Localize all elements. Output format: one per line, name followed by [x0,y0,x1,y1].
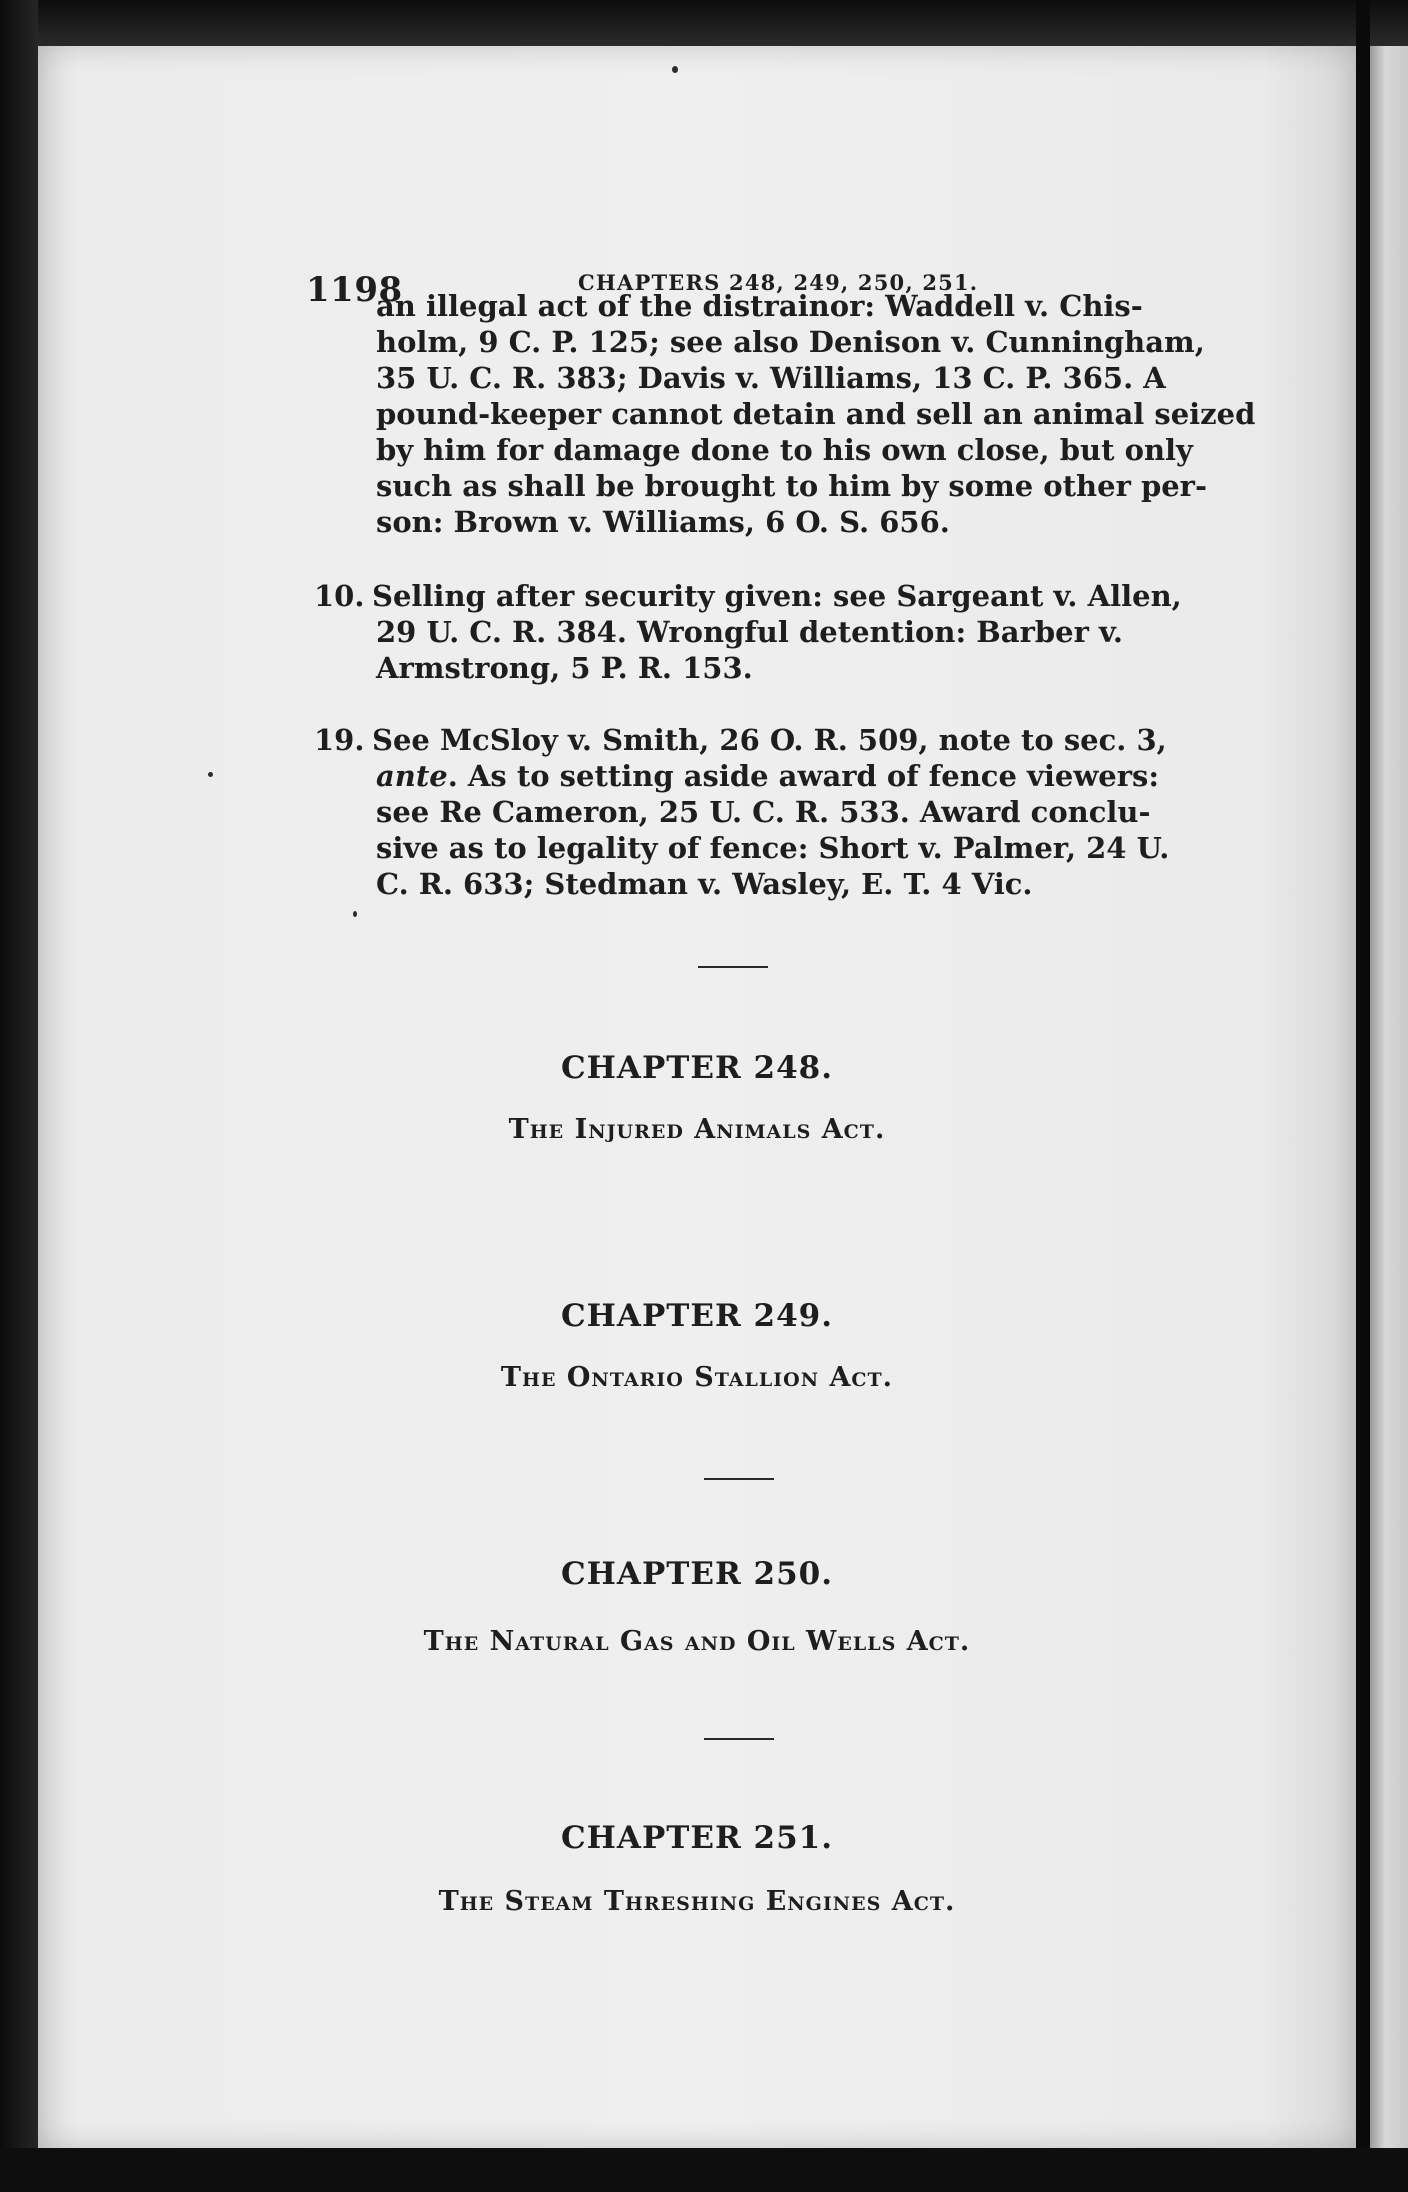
chapter-250-heading: CHAPTER 250. [560,1556,834,1592]
text-line: See McSloy v. Smith, 26 O. R. 509, note to sec. 3, [372,723,1167,757]
chapter-251-title: The Steam Threshing Engines Act. [438,1886,956,1917]
text-line: an illegal act of the distrainor: Waddell v. Chis- [376,289,1143,323]
text-line: Selling after security given: see Sargeant v. Allen, [372,579,1182,613]
text-line: pound-keeper cannot detain and sell an animal seized [376,397,1256,431]
text-line: such as shall be brought to him by some other per- [376,469,1207,503]
text-line: holm, 9 C. P. 125; see also Denison v. Cunningham, [376,325,1205,359]
text-line: sive as to legality of fence: Short v. Palmer, 24 U. [376,831,1170,865]
note-number: 19. [314,723,365,757]
text-line: C. R. 633; Stedman v. Wasley, E. T. 4 Vic. [376,867,1033,901]
text-line: ante. As to setting aside award of fence viewers: [376,759,1160,793]
chapter-248-title: The Injured Animals Act. [508,1114,886,1145]
note-number: 10. [314,579,365,613]
section-rule [704,1478,774,1480]
scanner-left-edge [0,0,38,2192]
ink-speck [353,911,357,917]
text-line: 35 U. C. R. 383; Davis v. Williams, 13 C. P. 365. A [376,361,1166,395]
chapter-249-title: The Ontario Stallion Act. [500,1362,894,1393]
scanner-bottom-edge [0,2148,1408,2192]
text-line: see Re Cameron, 25 U. C. R. 533. Award conclu- [376,795,1151,829]
chapter-249-heading: CHAPTER 249. [560,1298,834,1334]
book-page [38,46,1356,2148]
section-rule [698,966,768,968]
scanner-top-edge [0,0,1408,46]
chapter-250-title: The Natural Gas and Oil Wells Act. [423,1626,971,1657]
chapter-248-heading: CHAPTER 248. [560,1050,834,1086]
text-line: Armstrong, 5 P. R. 153. [376,651,753,685]
chapter-251-heading: CHAPTER 251. [560,1820,834,1856]
text-line: 29 U. C. R. 384. Wrongful detention: Barber v. [376,615,1123,649]
section-rule [704,1738,774,1740]
page-number: 1198 [306,270,403,310]
text-line: son: Brown v. Williams, 6 O. S. 656. [376,505,950,539]
facing-page-edge [1370,46,1408,2148]
running-head: CHAPTERS 248, 249, 250, 251. [578,270,979,295]
ink-speck [672,66,678,73]
ink-speck [208,772,213,777]
text-line: by him for damage done to his own close, but only [376,433,1193,467]
book-gutter [1356,0,1370,2192]
